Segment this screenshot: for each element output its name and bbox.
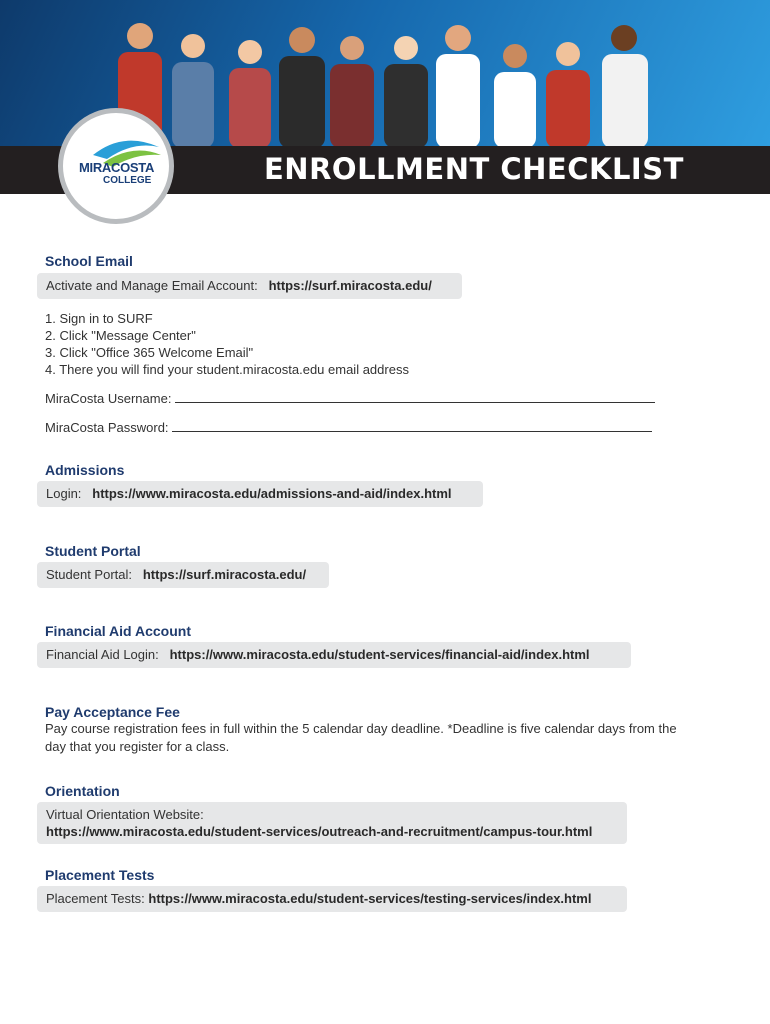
email-step-2: 2. Click "Message Center" (45, 328, 196, 343)
orientation-label: Virtual Orientation Website: (46, 807, 204, 822)
financial-aid-row (37, 642, 631, 668)
section-title-pay-fee: Pay Acceptance Fee (45, 704, 180, 720)
logo-text-miracosta: MIRACOSTA (79, 160, 155, 175)
section-title-student-portal: Student Portal (45, 543, 141, 559)
orientation-row (37, 802, 627, 844)
email-step-4: 4. There you will find your student.miracosta.edu email address (45, 362, 409, 377)
email-activate-row (37, 273, 462, 299)
username-label: MiraCosta Username: (45, 391, 172, 406)
page-title: ENROLLMENT CHECKLIST (264, 152, 684, 186)
admissions-link[interactable]: https://www.miracosta.edu/admissions-and-aid/index.html (92, 486, 452, 501)
portal-row (37, 562, 329, 588)
placement-link[interactable]: https://www.miracosta.edu/student-services/testing-services/index.html (148, 891, 592, 906)
email-step-3: 3. Click "Office 365 Welcome Email" (45, 345, 254, 360)
email-surf-link[interactable]: https://surf.miracosta.edu/ (268, 278, 432, 293)
section-title-placement-tests: Placement Tests (45, 867, 155, 883)
financial-aid-link[interactable]: https://www.miracosta.edu/student-services/financial-aid/index.html (169, 647, 590, 662)
email-step-1: 1. Sign in to SURF (45, 311, 153, 326)
admissions-label: Login: (46, 486, 82, 501)
password-label: MiraCosta Password: (45, 420, 169, 435)
section-title-admissions: Admissions (45, 462, 125, 478)
portal-link[interactable]: https://surf.miracosta.edu/ (142, 567, 307, 582)
password-field[interactable] (45, 419, 652, 435)
orientation-link[interactable]: https://www.miracosta.edu/student-services/outreach-and-recruitment/campus-tour.html (46, 824, 593, 839)
section-title-orientation: Orientation (45, 783, 120, 799)
password-blank[interactable] (172, 419, 652, 432)
fee-description-line1: Pay course registration fees in full within the 5 calendar day deadline. *Deadline is five calendar days from the (45, 721, 677, 736)
logo-text-college: COLLEGE (103, 175, 152, 186)
section-title-financial-aid: Financial Aid Account (45, 623, 191, 639)
placement-row (37, 886, 627, 912)
username-blank[interactable] (175, 390, 655, 403)
section-title-school-email: School Email (45, 253, 133, 269)
placement-label: Placement Tests: (46, 891, 145, 906)
admissions-row (37, 481, 483, 507)
fee-description-line2: day that you register for a class. (45, 739, 230, 754)
college-logo (58, 108, 174, 224)
email-activate-label: Activate and Manage Email Account: (46, 278, 258, 293)
username-field[interactable] (45, 390, 655, 406)
portal-label: Student Portal: (46, 567, 132, 582)
financial-aid-label: Financial Aid Login: (46, 647, 159, 662)
